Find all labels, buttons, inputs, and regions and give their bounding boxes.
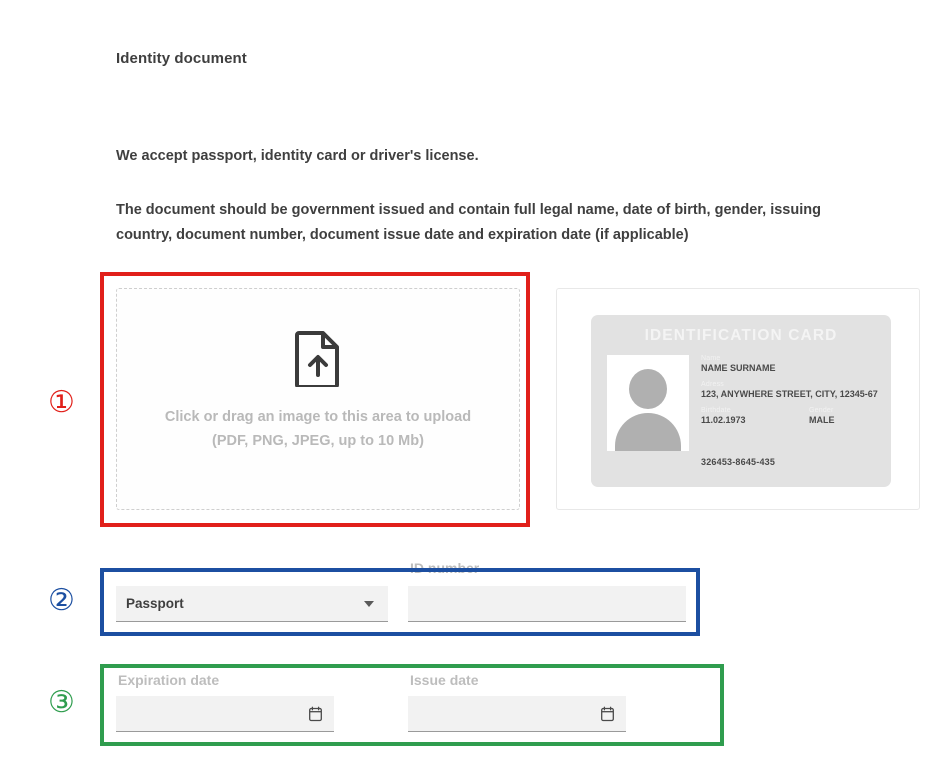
sample-id-card xyxy=(591,315,891,487)
document-type-selected-value: Passport xyxy=(126,596,184,611)
issue-date-group xyxy=(408,672,626,732)
id-number-label: ID number xyxy=(410,560,480,576)
intro-paragraph-1: We accept passport, identity card or driver's license. xyxy=(116,148,479,164)
upload-row xyxy=(116,288,920,510)
file-dropzone[interactable] xyxy=(116,288,520,510)
id-number-input[interactable] xyxy=(408,586,686,622)
id-card-gender-value: MALE xyxy=(809,415,835,425)
sample-document-panel xyxy=(556,288,920,510)
id-card-field-address xyxy=(701,381,881,400)
annotation-marker-3: ③ xyxy=(48,685,75,720)
expiration-date-input[interactable] xyxy=(116,696,334,732)
dropzone-primary-text: Click or drag an image to this area to upload xyxy=(164,409,472,425)
issue-date-input[interactable] xyxy=(408,696,626,732)
id-card-field-birthdate xyxy=(701,407,809,433)
page-title: Identity document xyxy=(116,50,247,67)
expiration-date-group xyxy=(116,672,334,732)
intro-paragraph-2: The document should be government issued and contain full legal name, date of birth, gender, issuing country, document number, document issue date and expiration date (if applicable) xyxy=(116,202,821,243)
id-card-name-label: Name xyxy=(701,355,721,362)
annotation-marker-1: ① xyxy=(48,385,75,420)
calendar-icon[interactable] xyxy=(309,706,322,721)
annotation-marker-2: ② xyxy=(48,583,75,618)
issue-date-label: Issue date xyxy=(410,672,479,688)
id-card-address-label: Adress xyxy=(701,381,724,388)
id-card-field-row xyxy=(701,407,881,433)
calendar-icon[interactable] xyxy=(601,706,614,721)
dropzone-content xyxy=(117,331,519,449)
id-card-name-value: NAME SURNAME xyxy=(701,363,776,373)
dropzone-secondary-text: (PDF, PNG, JPEG, up to 10 Mb) xyxy=(212,433,424,449)
expiration-date-label: Expiration date xyxy=(118,672,220,688)
id-card-gender-label: Gender xyxy=(809,407,834,414)
id-card-birthdate-value: 11.02.1973 xyxy=(701,415,746,425)
id-card-fields xyxy=(701,355,881,433)
document-type-select[interactable] xyxy=(116,586,388,622)
id-card-field-gender xyxy=(809,407,881,433)
id-card-address-value: 123, ANYWHERE STREET, CITY, 12345-67 xyxy=(701,389,878,399)
person-avatar-icon xyxy=(607,355,689,451)
id-card-number: 326453-8645-435 xyxy=(701,457,776,467)
chevron-down-icon xyxy=(364,601,374,607)
id-card-birthdate-label: Birthdate xyxy=(701,407,731,414)
id-card-title: IDENTIFICATION CARD xyxy=(644,327,838,344)
id-card-field-name xyxy=(701,355,881,374)
file-upload-icon xyxy=(295,331,341,387)
